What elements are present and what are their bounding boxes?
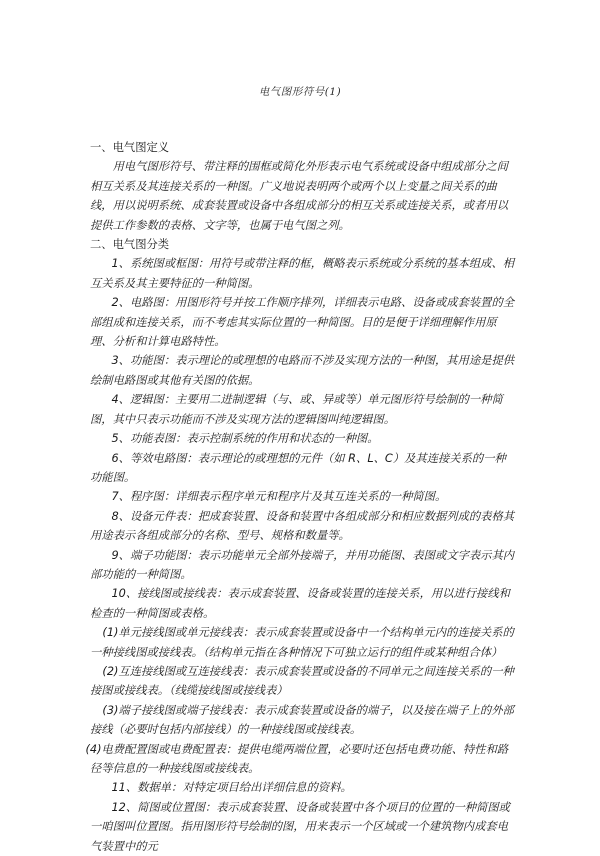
definition-paragraph: 用电气图形符号、带注释的围框或简化外形表示电气系统或设备中组成部分之间相互关系及其连接关系的一种图。广义地说表明两个或两个以上变量之间关系的曲线，用以说明系统、成套装置或设备中各组成部分的相互关系或连接关系，或者用以提供工作参数的表格、文字等，也属于电气图之列。 xyxy=(90,160,508,232)
document-title: 电气图形符号(1) xyxy=(258,86,342,98)
section-heading-definition: 一、电气图定义 xyxy=(90,141,170,154)
list-item-system-diagram: 1、系统图或框图：用符号或带注释的框，概略表示系统或分系统的基本组成、相互关系及其主要特征的一种简图。 xyxy=(90,257,515,290)
list-item-wiring-diagram: 10、接线图或接线表：表示成套装置、设备或装置的连接关系，用以进行接线和检查的一种简图或表格。 xyxy=(90,587,510,620)
sub-item-unit-wiring: (1)单元接线图或单元接线表：表示成套装置或设备中一个结构单元内的连接关系的一种接线图或接线表。（结构单元指在各种情况下可独立运行的组件或某种组合体） xyxy=(90,626,514,659)
list-item-data-sheet: 11、数据单：对特定项目给出详细信息的资料。 xyxy=(111,781,352,795)
list-item-equivalent-circuit: 6、等效电路图：表示理论的或理想的元件（如 R、L、C）及其连接关系的一种功能图。 xyxy=(90,451,506,484)
list-item-device-table: 8、设备元件表：把成套装置、设备和装置中各组成部分和相应数据列成的表格其用途表示各组成部分的名称、型号、规格和数量等。 xyxy=(90,509,515,543)
list-item-function-table: 5、功能表图：表示控制系统的作用和状态的一种图。 xyxy=(111,432,379,446)
section-heading-classification: 二、电气图分类 xyxy=(90,238,170,252)
sub-item-terminal-wiring: (3)端子接线图或端子接线表：表示成套装置或设备的端子，以及接在端子上的外部接线（必要时包括内部接线）的一种接线图或接线表。 xyxy=(90,703,514,737)
sub-item-cable-config: (4)电费配置图或电费配置表：提供电缆两端位置，必要时还包括电费功能、特性和路径等信息的一种接线图或接线表。 xyxy=(85,742,509,775)
list-item-terminal-function: 9、端子功能图：表示功能单元全部外接端子，并用功能图、表图或文字表示其内部功能的一种简图。 xyxy=(90,548,515,581)
list-item-program-diagram: 7、程序图：详细表示程序单元和程序片及其互连关系的一种简图。 xyxy=(111,490,447,504)
document-body xyxy=(85,138,515,856)
sub-item-interconnect-wiring: (2)互连接线图或互连接线表：表示成套装置或设备的不同单元之间连接关系的一种接图或接线表。（线缆接线图或接线表） xyxy=(90,664,514,698)
list-item-circuit-diagram: 2、电路图：用图形符号并按工作顺序排列，详细表示电路、设备或成套装置的全部组成和连接关系，而不考虑其实际位置的一种简图。目的是便于详细理解作用原理、分析和计算电路特性。 xyxy=(90,296,515,349)
list-item-function-diagram: 3、功能图：表示理论的或理想的电路而不涉及实现方法的一种图，其用途是提供绘制电路图或其他有关图的依据。 xyxy=(90,354,515,387)
list-item-logic-diagram: 4、逻辑图：主要用二进制逻辑（与、或、异或等）单元图形符号绘制的一种简图，其中只表示功能而不涉及实现方法的逻辑图叫纯逻辑图。 xyxy=(90,393,503,426)
list-item-location-diagram: 12、简图或位置图：表示成套装置、设备或装置中各个项目的位置的一种简图或一咱图叫位置图。指用图形符号绘制的图，用来表示一个区域或一个建筑物内成套电气装置中的元 xyxy=(90,800,510,853)
